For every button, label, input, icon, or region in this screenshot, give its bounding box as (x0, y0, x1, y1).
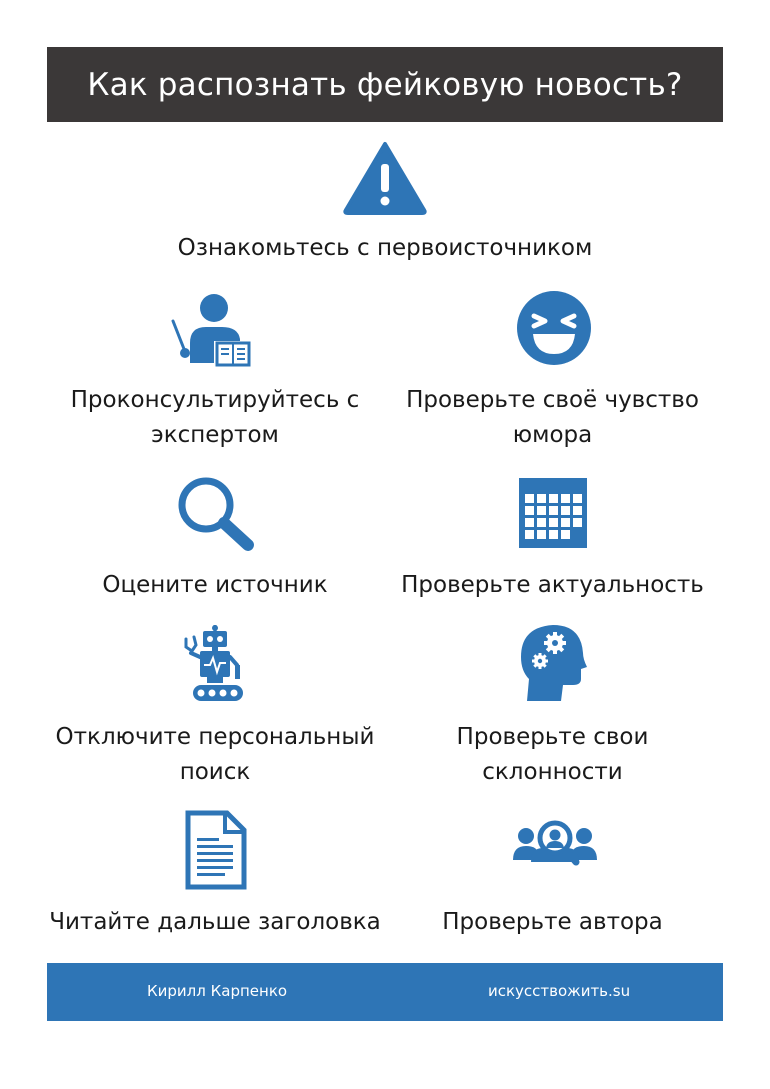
item-label-read-beyond: Читайте дальше заголовка (49, 909, 381, 935)
item-label-author: Проверьте автора (442, 909, 663, 935)
magnifier-icon (176, 476, 256, 552)
expert-lecturer-icon (170, 293, 252, 368)
item-label-source: Ознакомьтесь с первоисточником (177, 235, 593, 261)
footer-author: Кирилл Карпенко (147, 982, 288, 1000)
item-label-evaluate: Оцените источник (102, 572, 328, 598)
head-gears-icon (519, 623, 589, 703)
item-label-expert: Проконсультируйтесь с экспертом (70, 387, 360, 448)
item-label-relevance: Проверьте актуальность (401, 572, 704, 598)
warning-triangle-icon (342, 140, 428, 215)
footer-bar (47, 963, 723, 1021)
robot-icon (183, 625, 247, 703)
item-label-personal-search: Отключите персональный поиск (55, 724, 375, 785)
page-title-bar (47, 47, 723, 122)
laughing-face-icon (516, 290, 592, 366)
people-search-icon (513, 818, 597, 880)
calendar-icon (519, 478, 587, 548)
footer-site-link[interactable]: искусствожить.su (488, 982, 631, 1000)
item-label-humor: Проверьте своё чувство юмора (406, 387, 699, 448)
page-title: Как распознать фейковую новость? (87, 66, 683, 103)
item-label-biases: Проверьте свои склонности (456, 724, 649, 785)
document-icon (185, 810, 247, 890)
